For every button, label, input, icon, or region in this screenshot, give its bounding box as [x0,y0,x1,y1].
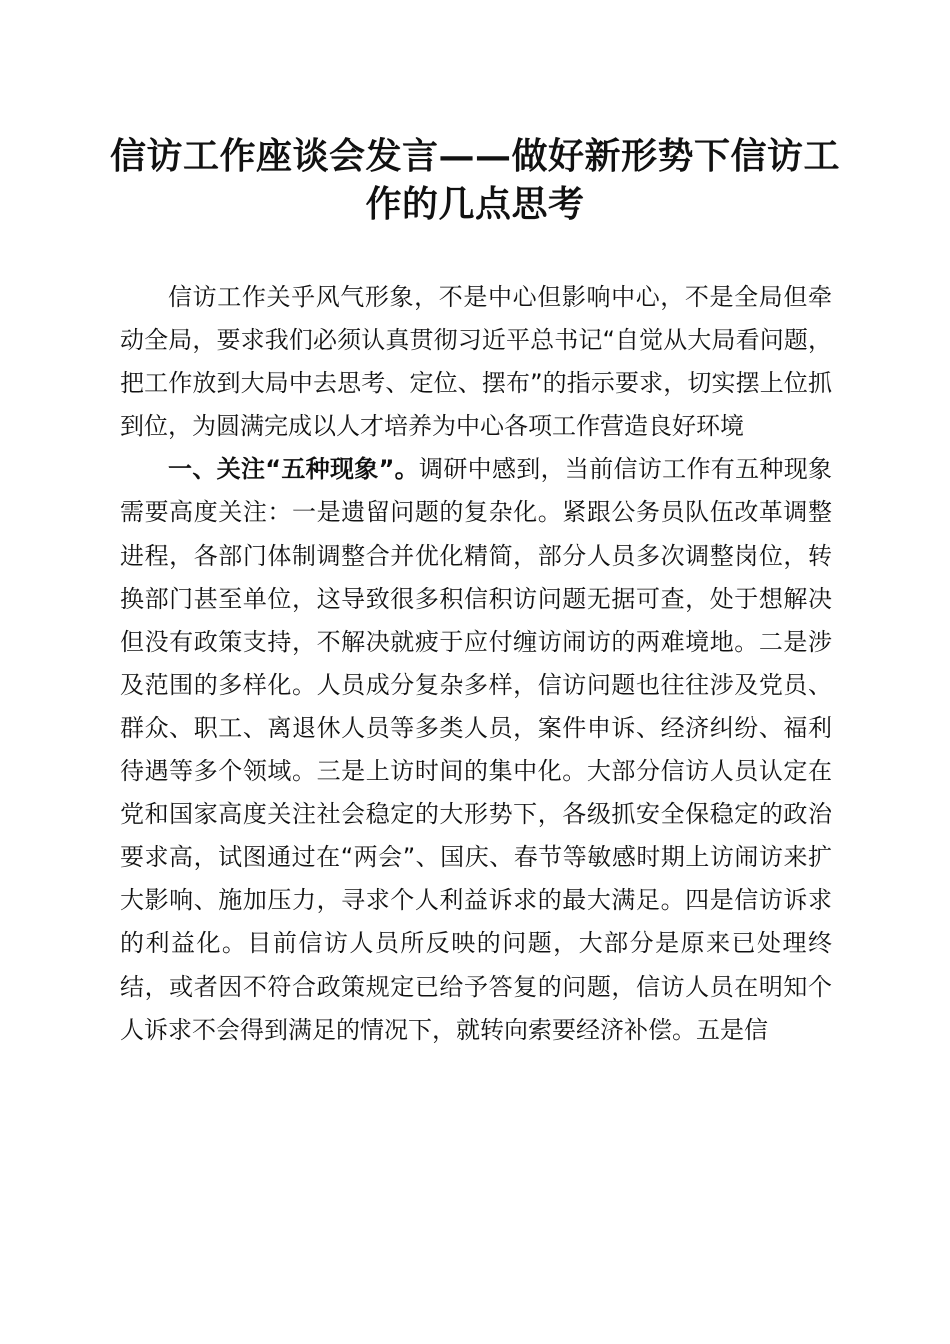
section-1-paragraph [120,448,832,1051]
document-body [120,276,832,1052]
title-line-2: 作的几点思考 [365,183,585,225]
intro-paragraph: 信访工作关乎风气形象，不是中心但影响中心，不是全局但牵动全局，要求我们必须认真贯彻习近平总书记“自觉从大局看问题，把工作放到大局中去思考、定位、摆布”的指示要求，切实摆上位抓到位，为圆满完成以人才培养为中心各项工作营造良好环境 [120,283,832,441]
title-line-1: 信访工作座谈会发言——做好新形势下信访工 [109,135,840,177]
document-title [100,132,850,228]
section-1-text: 调研中感到，当前信访工作有五种现象需要高度关注：一是遗留问题的复杂化。紧跟公务员队伍改革调整进程，各部门体制调整合并优化精简，部分人员多次调整岗位，转换部门甚至单位，这导致很多积信积访问题无据可查，处于想解决但没有政策支持，不解决就疲于应付缠访闹访的两难境地。二是涉及范围的多样化。人员成分复杂多样，信访问题也往往涉及党员、群众、职工、离退休人员等多类人员，案件申诉、经济纠纷、福利待遇等多个领域。三是上访时间的集中化。大部分信访人员认定在党和国家高度关注社会稳定的大形势下，各级抓安全保稳定的政治要求高，试图通过在“两会”、国庆、春节等敏感时期上访闹访来扩大影响、施加压力，寻求个人利益诉求的最大满足。四是信访诉求的利益化。目前信访人员所反映的问题，大部分是原来已处理终结，或者因不符合政策规定已给予答复的问题，信访人员在明知个人诉求不会得到满足的情况下，就转向索要经济补偿。五是信 [120,455,833,1044]
section-1-heading: 一、关注“五种现象”。 [168,455,419,484]
